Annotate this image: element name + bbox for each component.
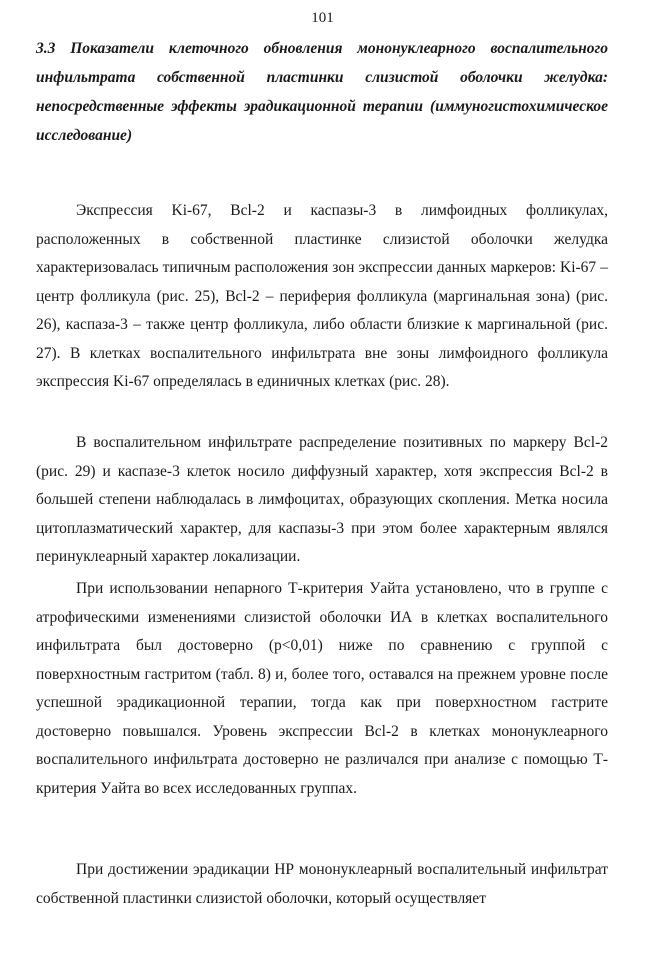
section-heading: 3.3 Показатели клеточного обновления мононуклеарного воспалительного инфильтрата собственной пластинки слизистой оболочки желудка: непосредственные эффекты эрадикационной терапии (иммуногистохимическое исследование) (36, 40, 608, 144)
paragraph-diffuse-distribution: В воспалительном инфильтрате распределение позитивных по маркеру Bcl-2 (рис. 29) и каспазе-3 клеток носило диффузный характер, хотя экспрессия Bcl-2 в большей степени наблюдалась в лимфоцитах, образующих скопления. Метка носила цитоплазматический характер, для каспазы-3 при этом более характерным являлся перинуклеарный характер локализации. (36, 434, 608, 565)
paragraph-white-test-results: При использовании непарного Т-критерия Уайта установлено, что в группе с атрофическими изменениями слизистой оболочки ИА в клетках воспалительного инфильтрата был достоверно (p<0,01) ниже по сравнению с группой с поверхностным гастритом (табл. 8) и, более того, оставался на прежнем уровне после успешной эрадикационной терапии, тогда как при поверхностном гастрите достоверно повышался. Уровень экспрессии Bcl-2 в клетках мононуклеарного воспалительного инфильтрата достоверно не различался при анализе с помощью Т-критерия Уайта во всех исследованных группах. (36, 580, 608, 797)
paragraph-eradication: При достижении эрадикации НР мононуклеарный воспалительный инфильтрат собственной пластинки слизистой оболочки, который осуществляет (36, 861, 608, 907)
paragraph-expression-markers: Экспрессия Ki-67, Bcl-2 и каспазы-3 в лимфоидных фолликулах, расположенных в собственной пластинке слизистой оболочки желудка характеризовалась типичным расположения зон экспрессии данных маркеров: Ki-67 – центр фолликула (рис. 25), Bcl-2 – периферия фолликула (маргинальная зона) (рис. 26), каспаза-3 – также центр фолликула, либо области близкие к маргинальной (рис. 27). В клетках воспалительного инфильтрата вне зоны лимфоидного фолликула экспрессия Ki-67 определялась в единичных клетках (рис. 28). (36, 202, 608, 390)
page-number: 101 (311, 10, 334, 26)
